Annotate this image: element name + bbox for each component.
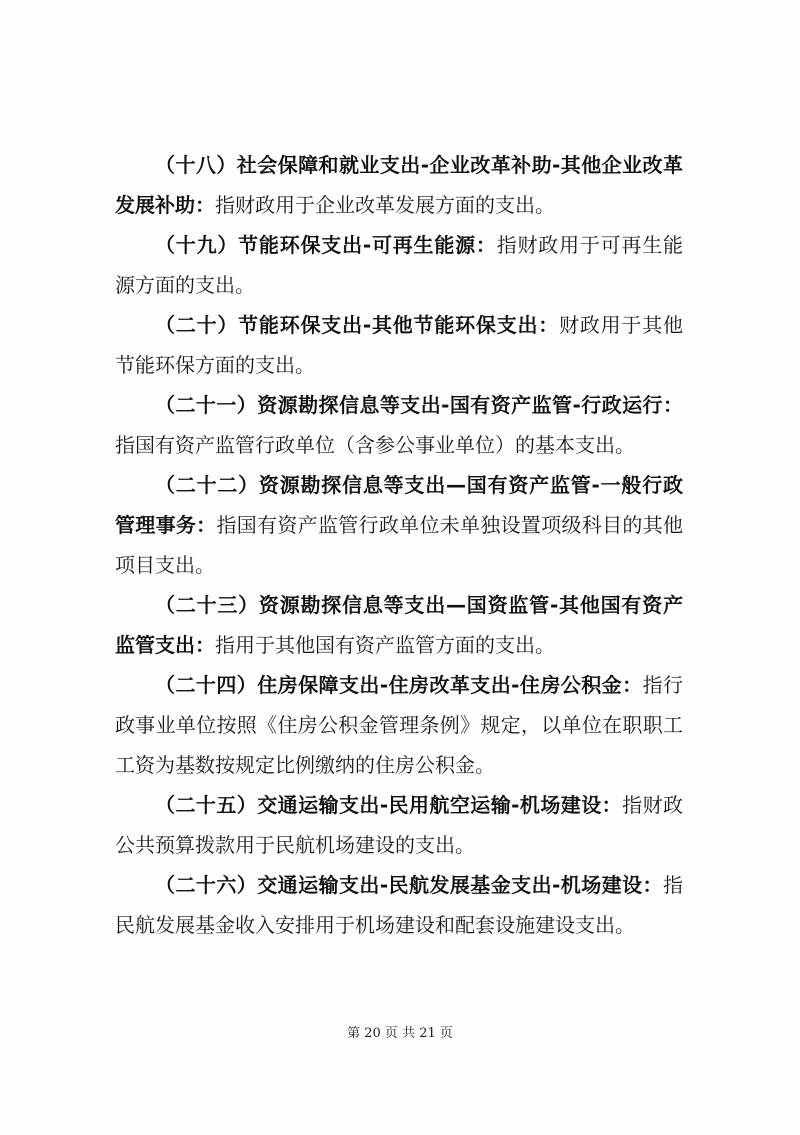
paragraph-24 <box>115 665 683 785</box>
paragraph-22 <box>115 465 683 585</box>
paragraph-20 <box>115 305 683 385</box>
paragraph-text: 指财政公共预算拨款用于民航机场建设的支出。 <box>115 793 684 857</box>
paragraph-heading: （二十一）资源勘探信息等支出-国有资产监管-行政运行： <box>155 393 683 417</box>
paragraph-heading: （十九）节能环保支出-可再生能源： <box>155 233 497 257</box>
paragraph-text: 指财政用于可再生能源方面的支出。 <box>115 233 684 297</box>
paragraph-text: 指财政用于企业改革发展方面的支出。 <box>215 193 555 217</box>
paragraph-21 <box>115 385 683 465</box>
paragraph-heading: （二十四）住房保障支出-住房改革支出-住房公积金： <box>155 673 643 697</box>
page-number-footer: 第 20 页 共 21 页 <box>347 1026 453 1041</box>
paragraph-heading: （二十五）交通运输支出-民用航空运输-机场建设： <box>155 793 623 817</box>
paragraph-25 <box>115 785 683 865</box>
paragraph-text: 指民航发展基金收入安排用于机场建设和配套设施建设支出。 <box>115 873 683 937</box>
paragraph-26 <box>115 865 683 945</box>
paragraph-heading: （二十）节能环保支出-其他节能环保支出： <box>155 313 560 337</box>
paragraph-text: 财政用于其他节能环保方面的支出。 <box>115 313 684 377</box>
paragraph-18 <box>115 145 683 225</box>
paragraph-heading: （二十六）交通运输支出-民航发展基金支出-机场建设： <box>155 873 663 897</box>
paragraph-23 <box>115 585 683 665</box>
paragraph-19 <box>115 225 683 305</box>
paragraph-text: 指用于其他国有资产监管方面的支出。 <box>215 633 555 657</box>
paragraph-heading: （二十三）资源勘探信息等支出—国资监管-其他国有资产监管支出： <box>115 593 683 657</box>
paragraph-heading: （二十二）资源勘探信息等支出—国有资产监管-一般行政管理事务： <box>115 473 683 537</box>
document-body <box>115 145 683 945</box>
paragraph-text: 指国有资产监管行政单位未单独设置项级科目的其他项目支出。 <box>115 513 684 577</box>
paragraph-text: 指行政事业单位按照《住房公积金管理条例》规定，以单位在职职工工资为基数按规定比例缴纳的住房公积金。 <box>115 673 684 777</box>
paragraph-text: 指国有资产监管行政单位（含参公事业单位）的基本支出。 <box>115 433 635 457</box>
paragraph-heading: （十八）社会保障和就业支出-企业改革补助-其他企业改革发展补助： <box>115 153 683 217</box>
